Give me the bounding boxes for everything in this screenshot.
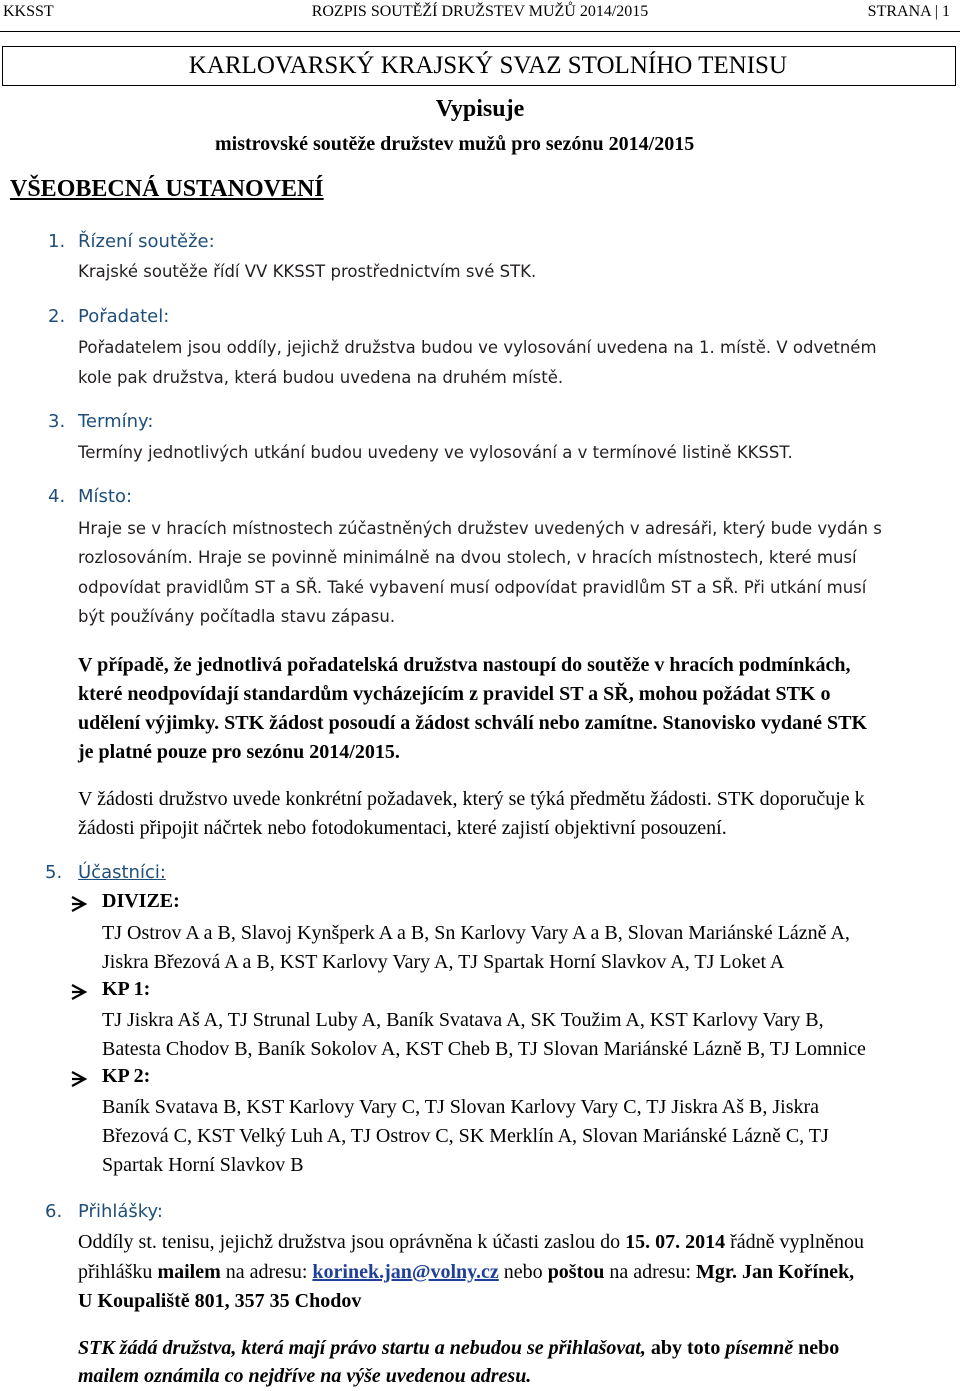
section-3-text: Termíny jednotlivých utkání budou uvedeny ve vylosování a v termínové listině KKSST. (78, 443, 793, 462)
final-note-text: písemně (725, 1337, 794, 1359)
registration-text: nebo (498, 1261, 548, 1283)
section-1-title: Řízení soutěže: (78, 231, 215, 252)
final-note-text: STK žádá družstva, která mají právo startu a nebudou se přihlašovat, (78, 1337, 646, 1359)
section-6-number: 6. (45, 1201, 63, 1222)
registration-line-1 (78, 1228, 864, 1257)
header-page: STRANA | 1 (867, 3, 950, 20)
section-3-number: 3. (48, 411, 66, 432)
section-4-line-4: být používány počítadla stavu zápasu. (78, 607, 396, 626)
league-kp1-line-1: TJ Jiskra Aš A, TJ Strunal Luby A, Baník Svatava A, SK Toužim A, KST Karlovy Vary B, (102, 1009, 824, 1031)
section-2-line-1: Pořadatelem jsou oddíly, jejichž družstva budou ve vylosování uvedena na 1. místě. V odvetném (78, 338, 877, 357)
section-4-line-3: odpovídat pravidlům ST a SŘ. Také vybavení musí odpovídat pravidlům ST a SŘ. Při utkání musí (78, 578, 867, 597)
section-3-title: Termíny: (78, 411, 154, 432)
registration-text: Oddíly st. tenisu, jejichž družstva jsou oprávněna k účasti zaslou do (78, 1231, 626, 1253)
arrow-bullet-icon (69, 982, 89, 1002)
section-4-number: 4. (48, 486, 66, 507)
registration-address: U Koupaliště 801, 357 35 Chodov (78, 1290, 362, 1312)
league-kp1-name: KP 1: (102, 978, 151, 1000)
section-1-number: 1. (48, 231, 66, 252)
registration-text: řádně vyplněnou (725, 1231, 864, 1253)
request-note-line-1: V žádosti družstvo uvede konkrétní požadavek, který se týká předmětu žádosti. STK doporučuje k (78, 788, 865, 810)
league-divize-line-2: Jiskra Březová A a B, KST Karlovy Vary A, TJ Spartak Horní Slavkov A, TJ Loket A (102, 951, 785, 973)
page-header (0, 3, 960, 27)
section-6-title: Přihlášky: (78, 1201, 163, 1222)
section-2-title: Pořadatel: (78, 306, 170, 327)
registration-text: na adresu: (604, 1261, 697, 1283)
exception-line-1: V případě, že jednotlivá pořadatelská družstva nastoupí do soutěže v hracích podmínkách, (78, 654, 851, 676)
org-banner: KARLOVARSKÝ KRAJSKÝ SVAZ STOLNÍHO TENISU (2, 46, 956, 86)
section-4-title: Místo: (78, 486, 133, 507)
league-kp2-line-2: Březová C, KST Velký Luh A, TJ Ostrov C, SK Merklín A, Slovan Mariánské Lázně C, TJ (102, 1125, 829, 1147)
registration-method-mail: mailem (157, 1261, 221, 1283)
general-title: VŠEOBECNÁ USTANOVENÍ (10, 176, 324, 202)
final-note-line-2: mailem oznámila co nejdříve na výše uvedenou adresu. (78, 1365, 532, 1387)
final-note-text: aby toto (645, 1337, 726, 1359)
league-divize-name: DIVIZE: (102, 890, 180, 912)
exception-line-4: je platné pouze pro sezónu 2014/2015. (78, 741, 400, 763)
league-kp2-name: KP 2: (102, 1065, 151, 1087)
final-note-line-1 (78, 1334, 839, 1363)
league-kp1-line-2: Batesta Chodov B, Baník Sokolov A, KST Cheb B, TJ Slovan Mariánské Lázně B, TJ Lomnice (102, 1038, 866, 1060)
registration-deadline: 15. 07. 2014 (625, 1231, 726, 1253)
section-1-text: Krajské soutěže řídí VV KKSST prostřednictvím své STK. (78, 262, 537, 281)
league-kp2-line-1: Baník Svatava B, KST Karlovy Vary C, TJ Slovan Karlovy Vary C, TJ Jiskra Aš B, Jiskra (102, 1096, 820, 1118)
page-heading: Vypisuje (435, 96, 525, 122)
section-4-line-2: rozlosováním. Hraje se povinně minimálně na dvou stolech, v hracích místnostech, které musí (78, 548, 857, 567)
arrow-bullet-icon (69, 1069, 89, 1089)
exception-line-2: které neodpovídají standardům vycházejícím z pravidel ST a SŘ, mohou požádat STK o (78, 683, 831, 705)
section-2-number: 2. (48, 306, 66, 327)
header-title: ROZPIS SOUTĚŽÍ DRUŽSTEV MUŽŮ 2014/2015 (311, 3, 649, 20)
registration-text: na adresu: (220, 1261, 313, 1283)
final-note-text: nebo (793, 1337, 840, 1359)
exception-line-3: udělení výjimky. STK žádost posoudí a žádost schválí nebo zamítne. Stanovisko vydané STK (78, 712, 868, 734)
league-kp2-line-3: Spartak Horní Slavkov B (102, 1154, 304, 1176)
arrow-bullet-icon (69, 894, 89, 914)
section-2-line-2: kole pak družstva, která budou uvedena na druhém místě. (78, 368, 564, 387)
registration-method-post: poštou (547, 1261, 605, 1283)
league-divize-line-1: TJ Ostrov A a B, Slavoj Kynšperk A a B, Sn Karlovy Vary A a B, Slovan Mariánské Lázně A, (102, 922, 850, 944)
request-note-line-2: žádosti připojit náčrtek nebo fotodokumentaci, které zajistí objektivní posouzení. (78, 817, 727, 839)
section-4-line-1: Hraje se v hracích místnostech zúčastněných družstev uvedených v adresáři, který bude vydán s (78, 519, 882, 538)
header-divider (0, 31, 960, 32)
section-5-title: Účastníci: (78, 862, 166, 883)
header-org: KKSST (3, 3, 54, 20)
registration-line-2 (78, 1258, 854, 1287)
registration-text: přihlášku (78, 1261, 158, 1283)
registration-contact-name: Mgr. Jan Kořínek, (696, 1261, 855, 1283)
page-subtitle: mistrovské soutěže družstev mužů pro sezónu 2014/2015 (215, 133, 695, 155)
email-link[interactable]: korinek.jan@volny.cz (312, 1261, 499, 1283)
section-5-number: 5. (45, 862, 63, 883)
